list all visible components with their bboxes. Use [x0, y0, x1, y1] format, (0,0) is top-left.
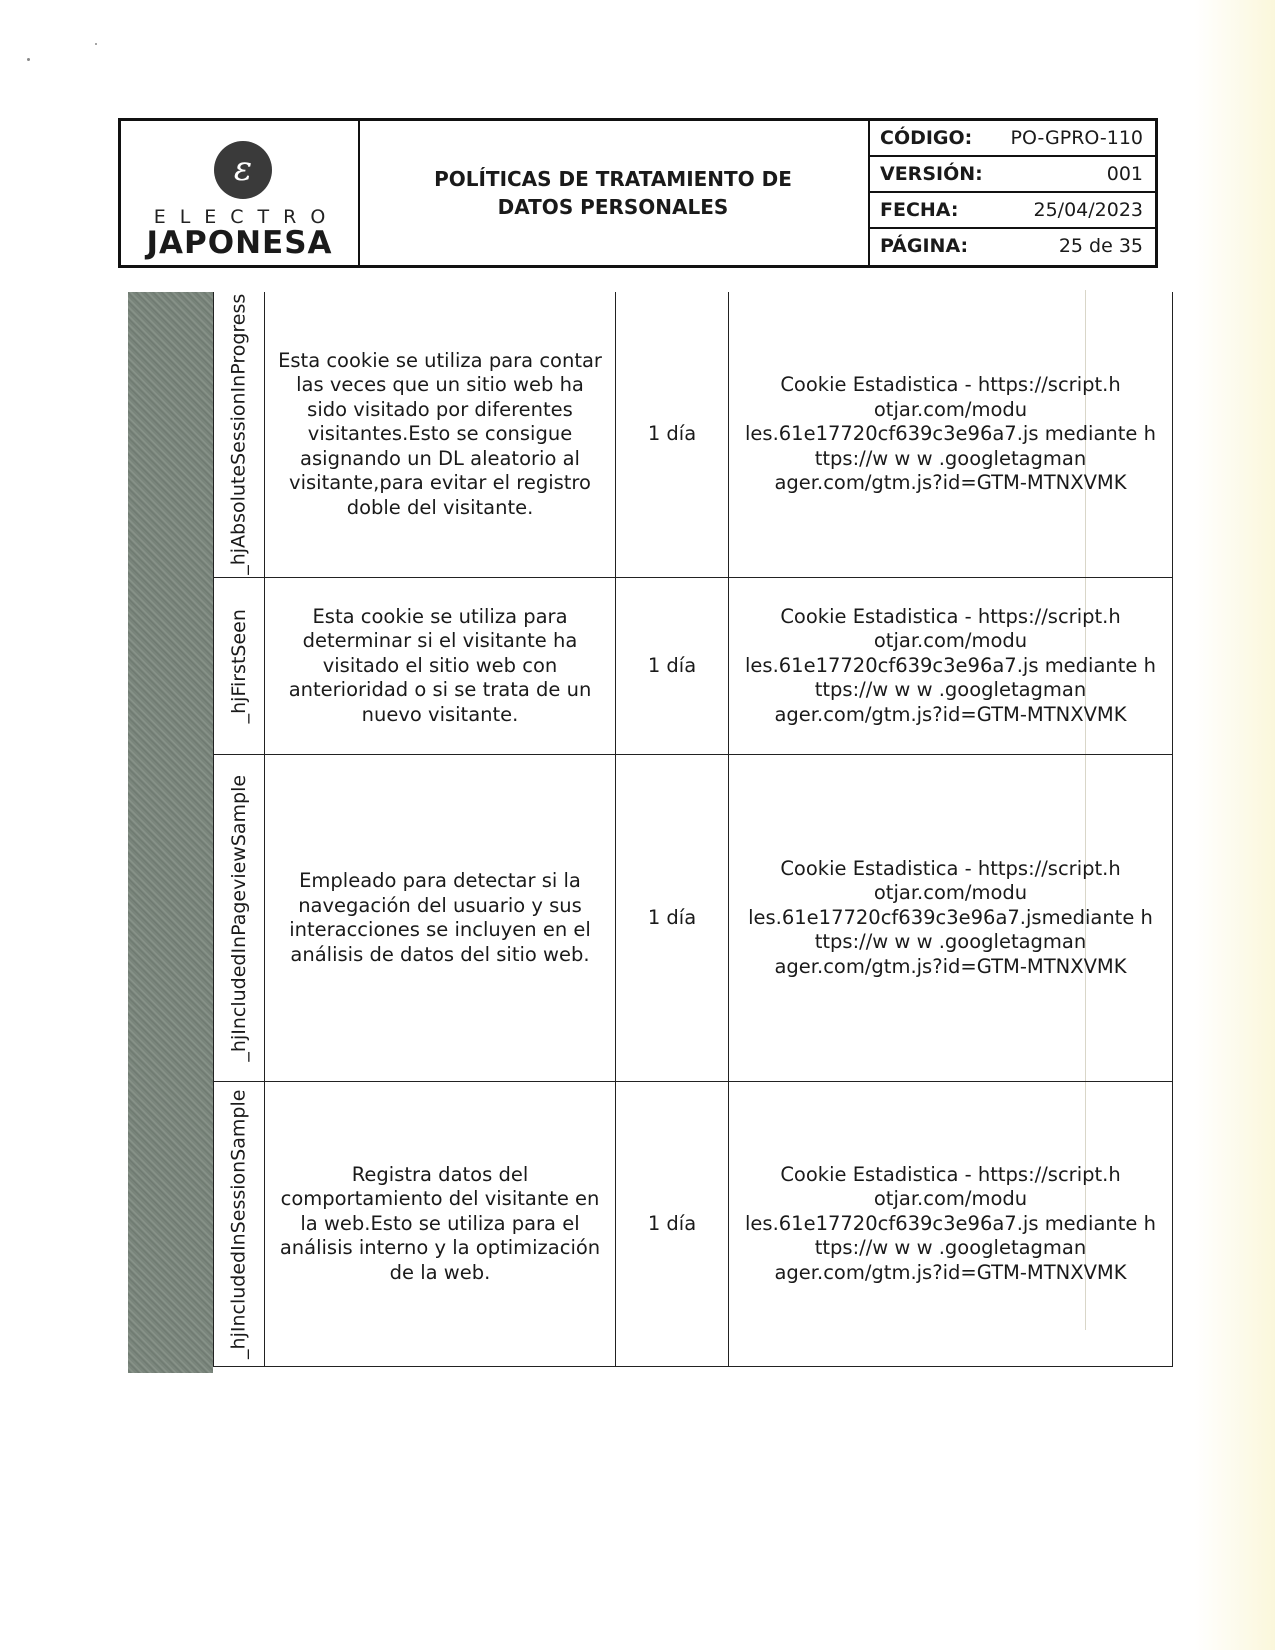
company-logo-icon: ε	[214, 141, 272, 199]
cookie-name-cell	[213, 292, 265, 577]
logo-electro-text: ELECTRO	[153, 206, 340, 228]
document-title: POLÍTICAS DE TRATAMIENTO DE DATOS PERSONALES	[434, 167, 792, 219]
fecha-label: FECHA:	[880, 199, 959, 221]
version-label: VERSIÓN:	[880, 163, 983, 185]
cookie-type: Cookie Estadistica - https://script.h otjar.com/modu les.61e17720cf639c3e96a7.js mediante h ttps://w w w .googletagman ager.com/gtm.js?id=GTM-MTNXVMK	[729, 292, 1173, 577]
scan-speck	[27, 58, 30, 61]
logo-japonesa-text: JAPONESA	[146, 225, 333, 261]
cookie-type: Cookie Estadistica - https://script.h otjar.com/modu les.61e17720cf639c3e96a7.js mediante h ttps://w w w .googletagman ager.com/gtm.js?id=GTM-MTNXVMK	[729, 1082, 1173, 1366]
meta-codigo	[870, 121, 1155, 157]
codigo-value: PO-GPRO-110	[1010, 127, 1143, 149]
cookie-name: _hjFirstSeen	[227, 608, 250, 724]
cookie-name-cell	[213, 578, 265, 754]
fecha-value: 25/04/2023	[1033, 199, 1143, 221]
pagina-label: PÁGINA:	[880, 235, 969, 257]
logo-cell	[121, 121, 360, 265]
cookie-name: _hjAbsoluteSessionInProgress	[227, 293, 250, 576]
document-header	[118, 118, 1158, 268]
cookie-name: _hjIncludedInSessionSample	[227, 1089, 250, 1359]
cookie-description: Registra datos del comportamiento del visitante en la web.Esto se utiliza para el análisis interno y la optimización de la web.	[265, 1082, 616, 1366]
title-cell	[358, 121, 870, 265]
table-row	[213, 292, 1173, 578]
document-meta	[870, 121, 1155, 265]
codigo-label: CÓDIGO:	[880, 127, 973, 149]
cookie-name-cell	[213, 1082, 265, 1366]
pagina-value: 25 de 35	[1058, 235, 1143, 257]
table-side-band	[128, 292, 213, 1373]
cookie-description: Esta cookie se utiliza para contar las veces que un sitio web ha sido visitado por diferentes visitantes.Esto se consigue asignando un DL aleatorio al visitante,para evitar el registro doble del visitante.	[265, 292, 616, 577]
version-value: 001	[1106, 163, 1143, 185]
cookie-description: Esta cookie se utiliza para determinar si el visitante ha visitado el sitio web con anterioridad o si se trata de un nuevo visitante.	[265, 578, 616, 754]
meta-version	[870, 157, 1155, 193]
cookie-type: Cookie Estadistica - https://script.h otjar.com/modu les.61e17720cf639c3e96a7.jsmediante h ttps://w w w .googletagman ager.com/gtm.js?id=GTM-MTNXVMK	[729, 755, 1173, 1081]
cookie-duration: 1 día	[616, 1082, 729, 1366]
table-row	[213, 755, 1173, 1082]
cookie-duration: 1 día	[616, 755, 729, 1081]
cookie-duration: 1 día	[616, 578, 729, 754]
cookie-name: _hjIncludedInPageviewSample	[227, 774, 250, 1062]
meta-fecha	[870, 193, 1155, 229]
cookie-type: Cookie Estadistica - https://script.h otjar.com/modu les.61e17720cf639c3e96a7.js mediante h ttps://w w w .googletagman ager.com/gtm.js?id=GTM-MTNXVMK	[729, 578, 1173, 754]
table-row	[213, 578, 1173, 755]
cookies-table	[128, 292, 1173, 1373]
cookie-description: Empleado para detectar si la navegación del usuario y sus interacciones se incluyen en el análisis de datos del sitio web.	[265, 755, 616, 1081]
scan-speck	[95, 43, 97, 45]
table-row	[213, 1082, 1173, 1367]
cookie-name-cell	[213, 755, 265, 1081]
scan-edge-tint	[1195, 0, 1275, 1650]
cookie-duration: 1 día	[616, 292, 729, 577]
meta-pagina	[870, 229, 1155, 265]
